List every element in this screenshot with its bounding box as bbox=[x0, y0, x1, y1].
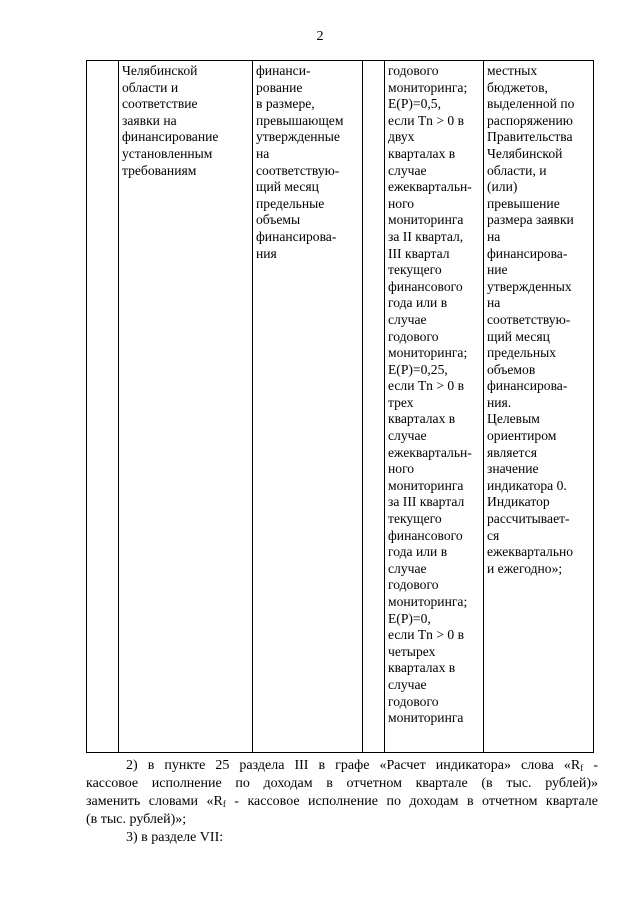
table-cell-number bbox=[87, 61, 119, 753]
region-text bbox=[122, 63, 249, 179]
cell-line: значение bbox=[487, 461, 539, 477]
cell-line: превышающем bbox=[256, 112, 344, 128]
cell-line: области, и bbox=[487, 162, 547, 178]
cell-line: E(P)=0, bbox=[388, 610, 431, 626]
cell-line: размера заявки bbox=[487, 212, 574, 228]
cell-line: годового bbox=[388, 328, 439, 344]
cell-line: случае bbox=[388, 162, 427, 178]
cell-line: если Tn > 0 в bbox=[388, 112, 465, 128]
table-cell-empty bbox=[363, 61, 385, 753]
cell-line: бюджетов, bbox=[487, 79, 548, 95]
cell-line: ния bbox=[256, 245, 277, 261]
cell-line: E(P)=0,5, bbox=[388, 96, 441, 112]
cell-line: соответствую- bbox=[256, 162, 340, 178]
cell-line: мониторинга bbox=[388, 477, 464, 493]
cell-line: случае bbox=[388, 560, 427, 576]
cell-line: и ежегодно»; bbox=[487, 560, 563, 576]
cell-line: (или) bbox=[487, 179, 518, 195]
cell-line: если Tn > 0 в bbox=[388, 627, 465, 643]
cell-line: финансирова- bbox=[487, 245, 568, 261]
paragraph-2-line-3: заменить словами «$R_f$ - кассовое исполнение по доходам в отчетном квартале bbox=[86, 794, 598, 809]
cell-line: соответствую- bbox=[487, 311, 571, 327]
cell-line: мониторинга bbox=[388, 710, 464, 726]
cell-line: местных bbox=[487, 63, 538, 78]
cell-line: текущего bbox=[388, 511, 442, 527]
cell-line: случае bbox=[388, 311, 427, 327]
cell-line: ся bbox=[487, 527, 500, 543]
table-cell-comment bbox=[484, 61, 594, 753]
cell-line: годового bbox=[388, 63, 439, 78]
cell-line: годового bbox=[388, 577, 439, 593]
cell-line: щий месяц bbox=[487, 328, 550, 344]
cell-line: ного bbox=[388, 195, 415, 211]
cell-line: E(P)=0,25, bbox=[388, 361, 448, 377]
cell-line: кварталах в bbox=[388, 411, 456, 427]
table-cell-financing bbox=[253, 61, 363, 753]
cell-line: финансового bbox=[388, 527, 463, 543]
table-cell-calculation bbox=[385, 61, 484, 753]
cell-line: Индикатор bbox=[487, 494, 550, 510]
cell-line: кварталах в bbox=[388, 660, 456, 676]
cell-line: четырех bbox=[388, 643, 436, 659]
cell-line: финансового bbox=[388, 278, 463, 294]
paragraph-2-line-4: (в тыс. рублей)»; bbox=[86, 812, 187, 827]
paragraph-2-line-2: кассовое исполнение по доходам в отчетном квартале (в тыс. рублей)» bbox=[86, 776, 598, 791]
financing-text bbox=[256, 63, 359, 262]
cell-line: мониторинга; bbox=[388, 594, 468, 609]
cell-line: является bbox=[487, 444, 537, 460]
cell-line: области и bbox=[122, 79, 179, 95]
cell-line: индикатора 0. bbox=[487, 477, 567, 493]
cell-line: ежеквартальн- bbox=[388, 444, 472, 460]
cell-line: если Tn > 0 в bbox=[388, 378, 465, 394]
cell-line: требованиям bbox=[122, 162, 197, 178]
cell-line: мониторинга; bbox=[388, 79, 468, 95]
cell-line: ежеквартальн- bbox=[388, 179, 472, 195]
cell-line: соответствие bbox=[122, 96, 198, 112]
cell-line: щий месяц bbox=[256, 179, 319, 195]
cell-line: предельные bbox=[256, 195, 325, 211]
cell-line: года или в bbox=[388, 295, 448, 311]
cell-line: объемов bbox=[487, 361, 536, 377]
cell-line: кварталах в bbox=[388, 145, 456, 161]
cell-line: утвержденные bbox=[256, 129, 340, 145]
cell-line: выделенной по bbox=[487, 96, 575, 112]
cell-line: мониторинга bbox=[388, 212, 464, 228]
cell-line: предельных bbox=[487, 345, 557, 361]
cell-line: ориентиром bbox=[487, 428, 557, 444]
cell-line: трех bbox=[388, 394, 414, 410]
indicator-table bbox=[86, 60, 594, 753]
cell-line: финансирование bbox=[122, 129, 219, 145]
cell-line: ежеквартально bbox=[487, 544, 574, 560]
calculation-text bbox=[388, 63, 480, 727]
cell-line: случае bbox=[388, 428, 427, 444]
cell-line: в размере, bbox=[256, 96, 315, 112]
cell-line: на bbox=[256, 145, 270, 161]
cell-line: случае bbox=[388, 676, 427, 692]
cell-line: за III квартал bbox=[388, 494, 465, 510]
cell-line: рассчитывает- bbox=[487, 511, 570, 527]
cell-line: объемы bbox=[256, 212, 301, 228]
cell-line: текущего bbox=[388, 262, 442, 278]
cell-line: Целевым bbox=[487, 411, 540, 427]
cell-line: превышение bbox=[487, 195, 560, 211]
cell-line: Челябинской bbox=[122, 63, 198, 78]
cell-line: на bbox=[487, 295, 501, 311]
cell-line: утвержденных bbox=[487, 278, 572, 294]
cell-line: на bbox=[487, 228, 501, 244]
cell-line: двух bbox=[388, 129, 415, 145]
table-row bbox=[87, 61, 594, 753]
cell-line: ние bbox=[487, 262, 508, 278]
cell-line: года или в bbox=[388, 544, 448, 560]
paragraph-3: 3) в разделе VII: bbox=[126, 830, 224, 845]
comment-text bbox=[487, 63, 590, 577]
cell-line: финансирова- bbox=[256, 228, 337, 244]
cell-line: III квартал bbox=[388, 245, 450, 261]
cell-line: за II квартал, bbox=[388, 228, 464, 244]
cell-line: Челябинской bbox=[487, 145, 563, 161]
cell-line: установленным bbox=[122, 145, 213, 161]
cell-line: финанси- bbox=[256, 63, 311, 78]
cell-line: мониторинга; bbox=[388, 345, 468, 361]
cell-line: Правительства bbox=[487, 129, 573, 145]
page-number: 2 bbox=[316, 29, 324, 44]
cell-line: распоряжению bbox=[487, 112, 573, 128]
cell-line: рование bbox=[256, 79, 303, 95]
cell-line: заявки на bbox=[122, 112, 177, 128]
cell-line: ного bbox=[388, 461, 415, 477]
cell-line: ния. bbox=[487, 394, 512, 410]
table-cell-region bbox=[119, 61, 253, 753]
paragraph-2-line-1: 2) в пункте 25 раздела III в графе «Расчет индикатора» слова «$R_f$ - bbox=[126, 758, 598, 773]
cell-line: годового bbox=[388, 693, 439, 709]
cell-line: финансирова- bbox=[487, 378, 568, 394]
